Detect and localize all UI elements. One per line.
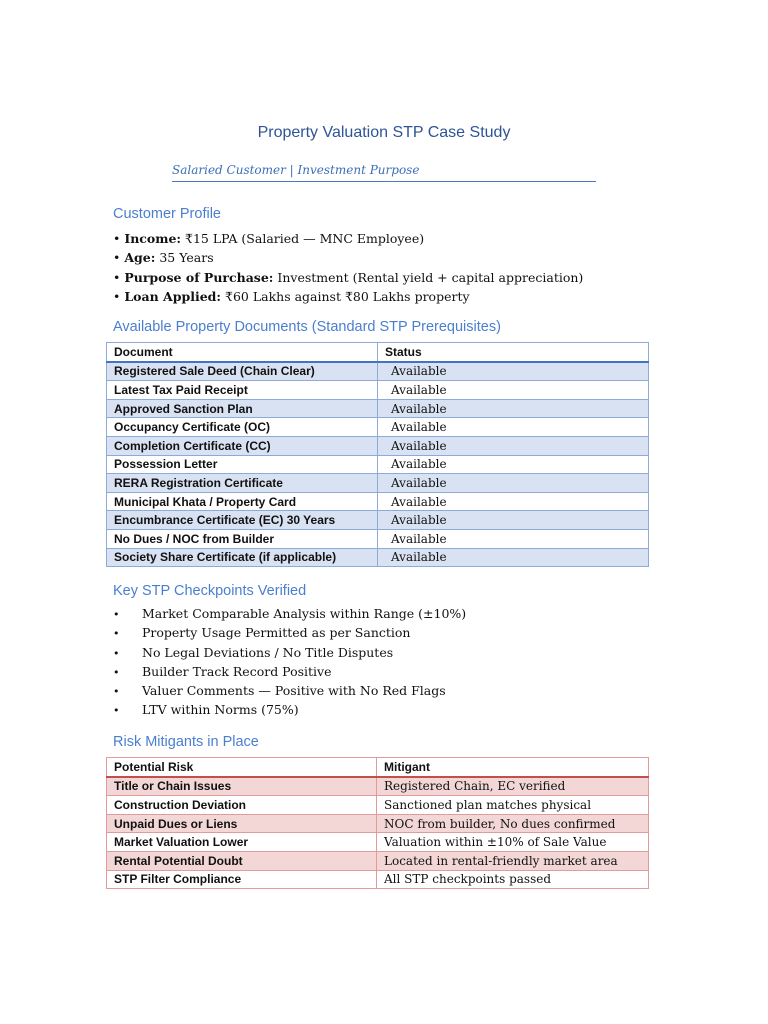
risk-mitigant: NOC from builder, No dues confirmed	[377, 814, 649, 833]
column-header: Status	[378, 343, 649, 362]
list-item	[113, 604, 466, 623]
table-row	[107, 870, 649, 889]
checkpoint-text: LTV within Norms (75%)	[142, 702, 299, 718]
list-item	[113, 643, 466, 662]
table-row	[107, 814, 649, 833]
profile-item-purpose: • Purpose of Purchase: Investment (Rental yield + capital appreciation)	[113, 269, 584, 285]
document-status: Available	[378, 381, 649, 400]
risks-heading: Risk Mitigants in Place	[113, 734, 259, 750]
documents-table	[106, 342, 649, 567]
document-name: No Dues / NOC from Builder	[107, 529, 378, 548]
bullet-icon: •	[113, 685, 120, 699]
table-row	[107, 777, 649, 796]
checkpoint-text: Property Usage Permitted as per Sanction	[142, 625, 411, 641]
bullet-icon: •	[113, 665, 120, 679]
document-status: Available	[378, 455, 649, 474]
table-row	[107, 418, 649, 437]
document-name: Completion Certificate (CC)	[107, 436, 378, 455]
table-row	[107, 436, 649, 455]
document-name: Municipal Khata / Property Card	[107, 492, 378, 511]
document-status: Available	[378, 474, 649, 493]
document-status: Available	[378, 529, 649, 548]
profile-value: ₹60 Lakhs against ₹80 Lakhs property	[225, 288, 470, 304]
checkpoint-text: No Legal Deviations / No Title Disputes	[142, 644, 394, 660]
document-name: Registered Sale Deed (Chain Clear)	[107, 362, 378, 381]
list-item	[113, 681, 466, 700]
risk-name: Unpaid Dues or Liens	[107, 814, 377, 833]
table-row	[107, 529, 649, 548]
table-row	[107, 851, 649, 870]
profile-item-income: • Income: ₹15 LPA (Salaried — MNC Employee)	[113, 231, 425, 246]
table-row	[107, 399, 649, 418]
checkpoint-text: Valuer Comments — Positive with No Red Flags	[142, 683, 446, 699]
document-name: Occupancy Certificate (OC)	[107, 418, 378, 437]
document-status: Available	[378, 548, 649, 567]
document-name: Society Share Certificate (if applicable)	[107, 548, 378, 567]
document-status: Available	[378, 362, 649, 381]
column-header: Mitigant	[377, 758, 649, 777]
table-row	[107, 492, 649, 511]
profile-value: ₹15 LPA (Salaried — MNC Employee)	[185, 231, 425, 246]
profile-label: Loan Applied:	[124, 288, 222, 304]
list-item	[113, 623, 466, 642]
risk-mitigant: Valuation within ±10% of Sale Value	[377, 833, 649, 852]
document-status: Available	[378, 399, 649, 418]
profile-label: Income:	[124, 231, 182, 246]
document-status: Available	[378, 492, 649, 511]
checkpoint-text: Market Comparable Analysis within Range (±10%)	[142, 606, 467, 621]
table-row	[107, 796, 649, 815]
profile-item-loan: • Loan Applied: ₹60 Lakhs against ₹80 Lakhs property	[113, 288, 470, 304]
risk-name: Construction Deviation	[107, 796, 377, 815]
table-header-row	[107, 758, 649, 777]
document-status: Available	[378, 436, 649, 455]
risk-name: Market Valuation Lower	[107, 833, 377, 852]
profile-label: Purpose of Purchase:	[124, 269, 274, 285]
list-item	[113, 700, 466, 719]
table-row	[107, 511, 649, 530]
document-subtitle: Salaried Customer | Investment Purpose	[172, 163, 596, 182]
risk-mitigants-table	[106, 757, 649, 889]
risk-mitigant: Registered Chain, EC verified	[377, 777, 649, 796]
profile-label: Age:	[124, 250, 156, 266]
bullet-icon: •	[113, 704, 120, 718]
table-row	[107, 474, 649, 493]
customer-profile-list	[113, 229, 583, 306]
risk-mitigant: Located in rental-friendly market area	[377, 851, 649, 870]
table-header-row	[107, 343, 649, 362]
document-name: Latest Tax Paid Receipt	[107, 381, 378, 400]
profile-value: 35 Years	[159, 250, 214, 266]
checkpoints-heading: Key STP Checkpoints Verified	[113, 583, 307, 599]
document-name: RERA Registration Certificate	[107, 474, 378, 493]
risk-mitigant: All STP checkpoints passed	[377, 870, 649, 889]
risk-mitigant: Sanctioned plan matches physical	[377, 796, 649, 815]
document-name: Approved Sanction Plan	[107, 399, 378, 418]
table-row	[107, 381, 649, 400]
risk-name: Rental Potential Doubt	[107, 851, 377, 870]
checkpoints-list	[113, 604, 466, 720]
risk-name: STP Filter Compliance	[107, 870, 377, 889]
bullet-icon: •	[113, 646, 120, 660]
document-title: Property Valuation STP Case Study	[257, 124, 511, 141]
documents-heading: Available Property Documents (Standard STP Prerequisites)	[113, 319, 501, 335]
document-name: Encumbrance Certificate (EC) 30 Years	[107, 511, 378, 530]
column-header: Potential Risk	[107, 758, 377, 777]
document-status: Available	[378, 511, 649, 530]
bullet-icon: •	[113, 627, 120, 641]
table-row	[107, 455, 649, 474]
profile-item-age: • Age: 35 Years	[113, 250, 214, 266]
profile-value: Investment (Rental yield + capital appreciation)	[277, 269, 584, 285]
customer-profile-heading: Customer Profile	[113, 206, 221, 222]
table-row	[107, 833, 649, 852]
document-status: Available	[378, 418, 649, 437]
bullet-icon: •	[113, 608, 120, 621]
checkpoint-text: Builder Track Record Positive	[142, 663, 332, 679]
risk-name: Title or Chain Issues	[107, 777, 377, 796]
column-header: Document	[107, 343, 378, 362]
table-row	[107, 362, 649, 381]
document-name: Possession Letter	[107, 455, 378, 474]
list-item	[113, 662, 466, 681]
table-row	[107, 548, 649, 567]
